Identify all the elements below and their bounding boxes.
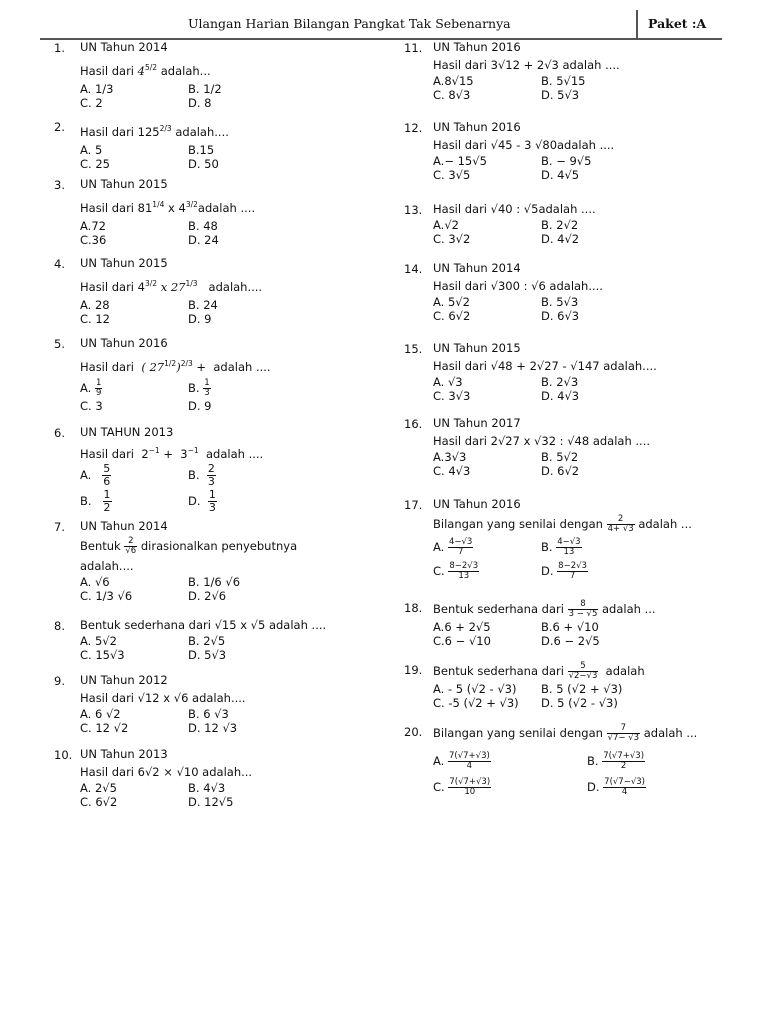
question-20: [404, 722, 734, 812]
question-text: Hasil dari $81^{1/4}$ x $4^{3/2}adalah$ ....: [80, 200, 256, 215]
question-number: 10.: [54, 748, 73, 762]
option-b[interactable]: B. $\frac{4-√3}{13}$: [541, 536, 581, 557]
option-b[interactable]: B. 5√2: [541, 450, 579, 464]
question-source: UN Tahun 2013: [80, 747, 168, 761]
option-b[interactable]: B. 5√3: [541, 295, 579, 309]
option-d[interactable]: D. 8: [188, 95, 212, 110]
option-a[interactable]: A. √3: [433, 375, 463, 389]
question-number: 9.: [54, 674, 65, 688]
option-c[interactable]: C.6 − √10: [433, 634, 491, 648]
option-b[interactable]: B. 5√15: [541, 74, 586, 88]
option-a[interactable]: A.− 15√5: [433, 154, 487, 168]
question-16: [404, 414, 734, 495]
question-17: [404, 495, 734, 598]
question-source: UN Tahun 2015: [80, 256, 168, 270]
question-19: [404, 660, 734, 722]
question-number: 5.: [54, 337, 65, 351]
option-b[interactable]: B. $\frac{1}{3}$: [188, 377, 210, 398]
question-number: 17.: [404, 498, 423, 512]
question-7: [54, 517, 394, 616]
question-8: [54, 616, 394, 671]
question-15: [404, 339, 734, 414]
option-b[interactable]: B. 48: [188, 218, 218, 233]
question-text: Hasil dari $4^{3/2}$ x $27^{1/3}$ adalah....: [80, 279, 263, 294]
option-a[interactable]: A. 28: [80, 297, 110, 312]
option-d[interactable]: D. 5 (√2 - √3): [541, 696, 618, 710]
question-text: Bilangan yang senilai dengan $\frac{7}{√7- √3}$ adalah ...: [433, 723, 698, 743]
option-a[interactable]: A.72: [80, 218, 106, 233]
question-text: Hasil dari √12 x √6 adalah....: [80, 691, 246, 705]
option-d[interactable]: D. 24: [188, 232, 219, 247]
question-text: Hasil dari ( $27^{1/2})^{2/3}$ + adalah ....: [80, 359, 271, 374]
option-c[interactable]: C. 3: [80, 398, 103, 413]
option-b[interactable]: B. 1/2: [188, 81, 222, 96]
option-d[interactable]: D. 6√3: [541, 309, 580, 323]
question-number: 13.: [404, 203, 423, 217]
left-column: [54, 38, 394, 819]
option-c[interactable]: C. 6√2: [80, 795, 118, 809]
option-b[interactable]: B. 2√3: [541, 375, 579, 389]
option-c[interactable]: C. 12 √2: [80, 721, 129, 735]
option-a[interactable]: A. √6: [80, 575, 110, 589]
question-5: [54, 334, 394, 423]
option-b[interactable]: B. 5 (√2 + √3): [541, 682, 623, 696]
option-d[interactable]: D. 12 √3: [188, 721, 238, 735]
option-d[interactable]: D. 50: [188, 156, 219, 171]
option-c[interactable]: C. 3√5: [433, 168, 471, 182]
question-source: UN Tahun 2016: [433, 120, 521, 134]
question-source: UN Tahun 2015: [433, 341, 521, 355]
question-source: UN Tahun 2014: [80, 519, 168, 533]
option-a[interactable]: A. $\frac{5}{6}$: [80, 462, 111, 489]
question-12: [404, 118, 734, 200]
option-a[interactable]: A. - 5 (√2 - √3): [433, 682, 517, 696]
question-text: Hasil dari √300 : √6 adalah....: [433, 279, 603, 293]
option-c[interactable]: C. 2: [80, 95, 103, 110]
question-source: UN Tahun 2016: [80, 336, 168, 350]
question-source: UN Tahun 2015: [80, 177, 168, 191]
question-number: 8.: [54, 619, 65, 633]
option-d[interactable]: D. 6√2: [541, 464, 580, 478]
question-text: Hasil dari 6√2 × √10 adalah...: [80, 765, 253, 779]
right-column: [404, 38, 734, 812]
option-a[interactable]: A.3√3: [433, 450, 467, 464]
option-c[interactable]: C. -5 (√2 + √3): [433, 696, 519, 710]
option-d[interactable]: D. 12√5: [188, 795, 234, 809]
question-number: 6.: [54, 426, 65, 440]
question-source: UN Tahun 2016: [433, 40, 521, 54]
question-number: 2.: [54, 120, 65, 134]
option-c[interactable]: B. $\frac{1}{2}$: [80, 488, 111, 515]
option-d[interactable]: D. $\frac{8-2√3}{7}$: [541, 560, 587, 581]
option-b[interactable]: B.15: [188, 142, 215, 157]
option-d[interactable]: D. $\frac{1}{3}$: [188, 488, 216, 515]
option-c[interactable]: C.36: [80, 232, 107, 247]
option-d[interactable]: D.6 − 2√5: [541, 634, 600, 648]
option-b[interactable]: B. $\frac{2}{3}$: [188, 462, 215, 489]
paket-label: Paket :A: [648, 16, 707, 31]
option-a[interactable]: A. $\frac{4-√3}{7}$: [433, 536, 473, 557]
question-source: UN TAHUN 2013: [80, 425, 174, 439]
question-number: 16.: [404, 417, 423, 431]
question-number: 20.: [404, 725, 423, 739]
question-text: Hasil dari $4^{5/2}$ adalah...: [80, 63, 211, 78]
option-a[interactable]: A. 5√2: [433, 295, 470, 309]
question-6: [54, 423, 394, 517]
option-b[interactable]: B. 6 √3: [188, 707, 229, 721]
option-a[interactable]: A.8√15: [433, 74, 474, 88]
question-number: 3.: [54, 178, 65, 192]
question-number: 12.: [404, 121, 423, 135]
option-c[interactable]: C. 25: [80, 156, 110, 171]
option-b[interactable]: B. − 9√5: [541, 154, 592, 168]
question-text: Hasil dari 3√12 + 2√3 adalah ....: [433, 58, 620, 72]
question-number: 18.: [404, 601, 423, 615]
option-b[interactable]: B.6 + √10: [541, 620, 599, 634]
question-text: Hasil dari √45 - 3 √80adalah ....: [433, 138, 615, 152]
question-number: 4.: [54, 257, 65, 271]
option-d[interactable]: D. 5√3: [541, 88, 580, 102]
question-2: [54, 117, 394, 175]
question-1: [54, 38, 394, 117]
option-c[interactable]: C. 15√3: [80, 648, 125, 662]
option-d[interactable]: D. 4√2: [541, 232, 580, 246]
question-source: UN Tahun 2016: [433, 497, 521, 511]
option-a[interactable]: A. 6 √2: [80, 707, 121, 721]
page-title: Ulangan Harian Bilangan Pangkat Tak Sebenarnya: [188, 16, 511, 31]
question-number: 7.: [54, 520, 65, 534]
option-b[interactable]: B. 1/6 √6: [188, 575, 241, 589]
question-text: Bentuk sederhana dari $\frac{5}{√2-√3}$ adalah: [433, 661, 645, 681]
question-9: [54, 671, 394, 745]
option-a[interactable]: A. 5√2: [80, 634, 117, 648]
question-text: Bentuk $\frac{2}{√6}$ dirasionalkan penyebutnya: [80, 536, 298, 556]
option-d[interactable]: D. 9: [188, 311, 212, 326]
option-b[interactable]: B. 24: [188, 297, 218, 312]
question-source: UN Tahun 2014: [433, 261, 521, 275]
option-c[interactable]: C. $\frac{8-2√3}{13}$: [433, 560, 479, 581]
question-11: [404, 38, 734, 118]
option-b[interactable]: B. 4√3: [188, 781, 226, 795]
question-source: UN Tahun 2012: [80, 673, 168, 687]
option-a[interactable]: A. $\frac{1}{9}$: [80, 377, 102, 398]
question-source: UN Tahun 2014: [80, 40, 168, 54]
option-a[interactable]: A.6 + 2√5: [433, 620, 491, 634]
option-d[interactable]: D. 4√3: [541, 389, 580, 403]
question-13: [404, 200, 734, 259]
option-b[interactable]: B. 2√2: [541, 218, 579, 232]
question-3: [54, 175, 394, 254]
header-divider: [636, 10, 638, 38]
question-10: [54, 745, 394, 819]
question-18: [404, 598, 734, 660]
option-c[interactable]: C. 12: [80, 311, 110, 326]
option-a[interactable]: A. 2√5: [80, 781, 117, 795]
question-number: 19.: [404, 663, 423, 677]
option-c[interactable]: C. 3√3: [433, 389, 471, 403]
option-a[interactable]: A. 5: [80, 142, 103, 157]
option-a[interactable]: A. 1/3: [80, 81, 114, 96]
question-text: Hasil dari √48 + 2√27 - √147 adalah....: [433, 359, 657, 373]
question-text: Bentuk sederhana dari √15 x √5 adalah ....: [80, 618, 327, 632]
question-number: 1.: [54, 41, 65, 55]
question-text: Hasil dari 2√27 x √32 : √48 adalah ....: [433, 434, 651, 448]
option-c[interactable]: C. 6√2: [433, 309, 471, 323]
option-c[interactable]: C. 4√3: [433, 464, 471, 478]
page-header: [40, 8, 722, 40]
question-text: Hasil dari $2^{-1} + 3^{-1}$ adalah ....: [80, 446, 264, 461]
option-c[interactable]: C. 3√2: [433, 232, 471, 246]
option-a[interactable]: A. $\frac{7(√7+√3)}{4}$: [433, 750, 490, 771]
option-b[interactable]: B. 2√5: [188, 634, 226, 648]
question-text: Bentuk sederhana dari $\frac{8}{3 - √5}$ adalah ...: [433, 599, 656, 619]
question-text: Bilangan yang senilai dengan $\frac{2}{4+ √3}$ adalah ...: [433, 514, 692, 534]
option-c[interactable]: C. 8√3: [433, 88, 471, 102]
option-d[interactable]: D. 9: [188, 398, 212, 413]
option-d[interactable]: D. $\frac{7(√7-√3)}{4}$: [587, 776, 645, 797]
question-text: Hasil dari $125^{2/3}$ adalah....: [80, 124, 229, 139]
question-14: [404, 259, 734, 339]
question-text: Hasil dari √40 : √5adalah ....: [433, 202, 596, 216]
option-b[interactable]: B. $\frac{7(√7+√3)}{2}$: [587, 750, 645, 771]
option-d[interactable]: D. 5√3: [188, 648, 227, 662]
option-d[interactable]: D. 4√5: [541, 168, 580, 182]
option-d[interactable]: D. 2√6: [188, 589, 227, 603]
option-c[interactable]: C. 1/3 √6: [80, 589, 133, 603]
question-source: UN Tahun 2017: [433, 416, 521, 430]
question-4: [54, 254, 394, 334]
option-c[interactable]: C. $\frac{7(√7+√3)}{10}$: [433, 776, 491, 797]
question-text-continued: adalah....: [80, 559, 134, 573]
question-number: 14.: [404, 262, 423, 276]
option-a[interactable]: A.√2: [433, 218, 459, 232]
question-number: 15.: [404, 342, 423, 356]
question-number: 11.: [404, 41, 423, 55]
